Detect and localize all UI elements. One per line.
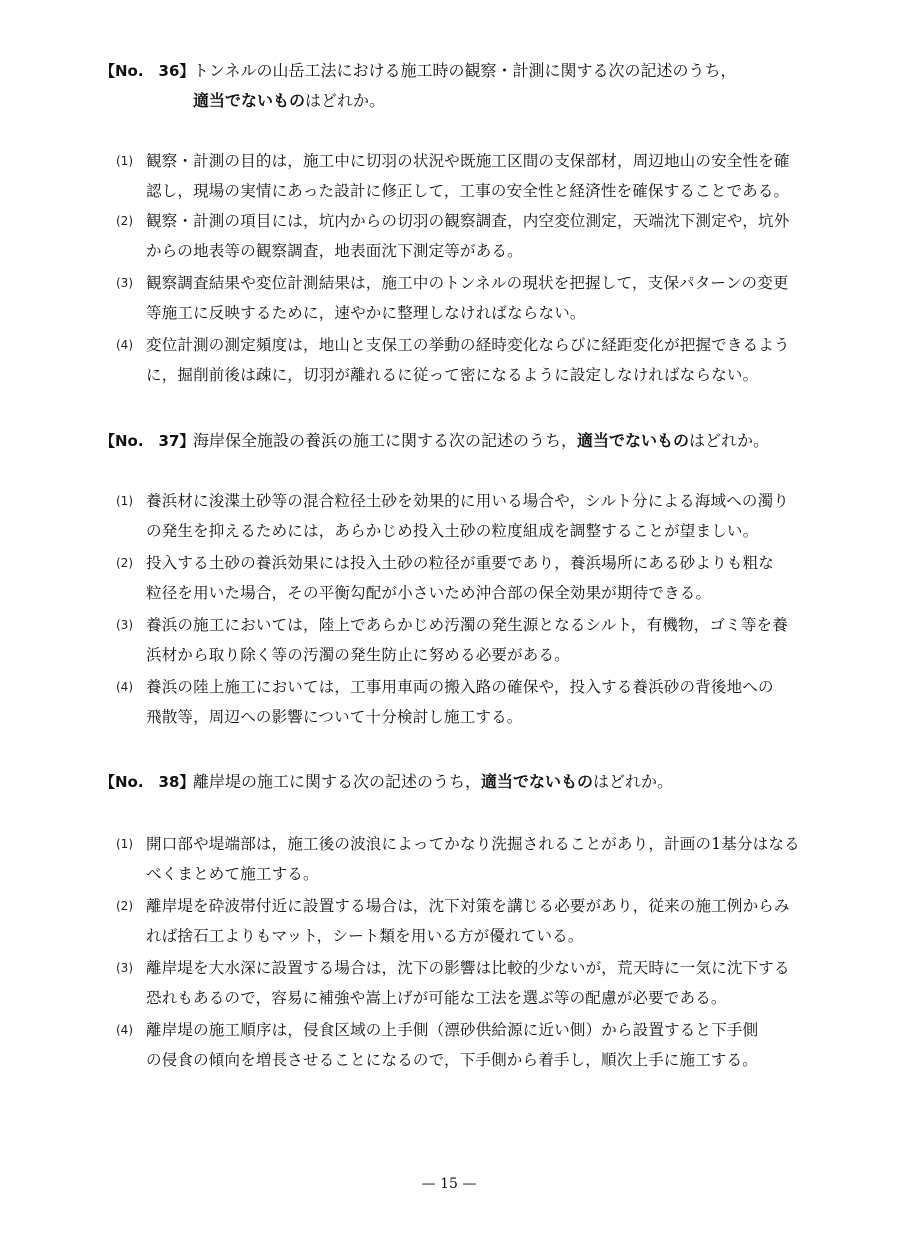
question-number: 【No. 37】 <box>100 432 195 450</box>
question-text-main: 離岸堤の施工に関する次の記述のうち， <box>193 772 482 791</box>
question-number: 【No. 36】 <box>100 62 195 80</box>
choice-line: 観察・計測の目的は，施工中に切羽の状況や既施工区間の支保部材，周辺地山の安全性を確 <box>146 152 790 170</box>
question-text: トンネルの山岳工法における施工時の観察・計測に関する次の記述のうち， <box>193 61 737 80</box>
choice-line: の侵食の傾向を増長させることになるので，下手側から着手し，順次上手に施工する。 <box>146 1051 758 1069</box>
emphasis-not-appropriate: 適当でないもの <box>481 772 594 791</box>
question-text-main: 海岸保全施設の養浜の施工に関する次の記述のうち， <box>193 431 578 450</box>
choice-number: (3) <box>116 961 133 975</box>
choice-line: に，掘削前後は疎に，切羽が離れるに従って密になるように設定しなければならない。 <box>146 366 759 384</box>
question-text-rest: はどれか。 <box>593 772 674 791</box>
choice-line: れば捨石工よりもマット，シート類を用いる方が優れている。 <box>146 927 584 945</box>
choice-line: 離岸堤を砕波帯付近に設置する場合は，沈下対策を講じる必要があり，従来の施工例からみ <box>146 897 790 915</box>
choice-line: 恐れもあるので，容易に補強や嵩上げが可能な工法を選ぶ等の配慮が必要である。 <box>146 989 727 1007</box>
choice-line: からの地表等の観察調査，地表面沈下測定等がある。 <box>146 242 523 260</box>
choice-line: 変位計測の測定頻度は，地山と支保工の挙動の経時変化ならびに経距変化が把握できるよう <box>146 336 790 354</box>
choice-line: 等施工に反映するために，速やかに整理しなければならない。 <box>146 304 586 322</box>
choice-line: の発生を抑えるためには，あらかじめ投入土砂の粒度組成を調整することが望ましい。 <box>146 522 759 540</box>
choice-line: 飛散等，周辺への影響について十分検討し施工する。 <box>146 708 523 726</box>
question-number: 【No. 38】 <box>100 773 195 791</box>
choice-line: 養浜の陸上施工においては，工事用車両の搬入路の確保や，投入する養浜砂の背後地への <box>146 678 774 696</box>
choice-number: (1) <box>116 494 133 508</box>
choice-number: (3) <box>116 276 133 290</box>
choice-line: 観察・計測の項目には，坑内からの切羽の観察調査，内空変位測定，天端沈下測定や，坑外 <box>146 212 790 230</box>
question-text-rest: はどれか。 <box>305 91 386 110</box>
choice-line: 認し，現場の実情にあった設計に修正して，工事の安全性と経済性を確保することである。 <box>146 182 790 200</box>
question-text <box>193 771 673 793</box>
choice-number: (4) <box>116 338 133 352</box>
choice-line: 浜材から取り除く等の汚濁の発生防止に努める必要がある。 <box>146 646 570 664</box>
page-number: — 15 — <box>421 1176 477 1192</box>
question-text <box>193 430 769 452</box>
question-text-line2 <box>193 90 385 112</box>
choice-number: (4) <box>116 680 133 694</box>
choice-number: (4) <box>116 1023 133 1037</box>
choice-number: (2) <box>116 899 133 913</box>
emphasis-not-appropriate: 適当でないもの <box>577 431 690 450</box>
choice-line: 開口部や堤端部は，施工後の波浪によってかなり洗掘されることがあり，計画の1基分はなる <box>146 835 800 853</box>
choice-line: 離岸堤の施工順序は，侵食区域の上手側（漂砂供給源に近い側）から設置すると下手側 <box>146 1021 759 1039</box>
choice-line: べくまとめて施工する。 <box>146 865 319 883</box>
choice-number: (2) <box>116 556 133 570</box>
choice-line: 養浜材に浚渫土砂等の混合粒径土砂を効果的に用いる場合や，シルト分による海域への濁り <box>146 492 790 510</box>
question-text-rest: はどれか。 <box>689 431 770 450</box>
choice-number: (1) <box>116 837 133 851</box>
choice-number: (3) <box>116 618 133 632</box>
emphasis-not-appropriate: 適当でないもの <box>193 91 306 110</box>
choice-line: 養浜の施工においては，陸上であらかじめ汚濁の発生源となるシルト，有機物，ゴミ等を養 <box>146 616 788 634</box>
choice-number: (2) <box>116 214 133 228</box>
choice-line: 粒径を用いた場合，その平衡勾配が小さいため沖合部の保全効果が期待できる。 <box>146 584 712 602</box>
choice-line: 観察調査結果や変位計測結果は，施工中のトンネルの現状を把握して，支保パターンの変更 <box>146 274 789 292</box>
choice-line: 投入する土砂の養浜効果には投入土砂の粒径が重要であり，養浜場所にある砂よりも粗な <box>146 554 775 572</box>
choice-number: (1) <box>116 154 133 168</box>
choice-line: 離岸堤を大水深に設置する場合は，沈下の影響は比較的少ないが，荒天時に一気に沈下する <box>146 959 790 977</box>
